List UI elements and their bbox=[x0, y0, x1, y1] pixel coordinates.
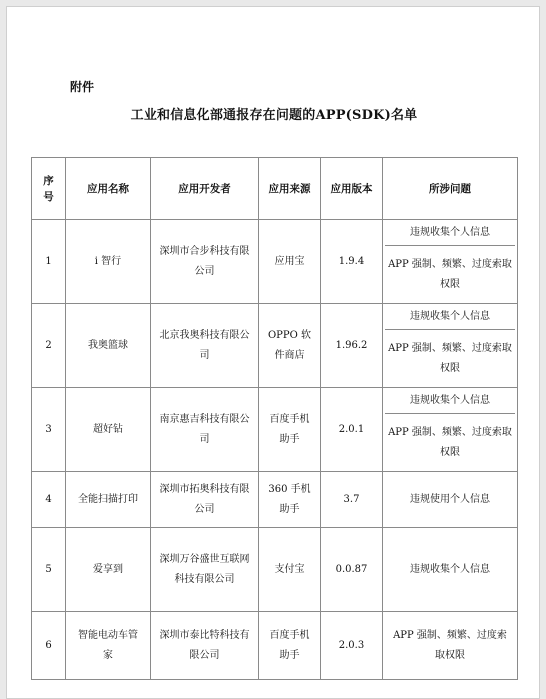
row-app-name: 我奥篮球 bbox=[66, 304, 151, 388]
row-developer: 深圳万谷盛世互联网科技有限公司 bbox=[151, 528, 259, 612]
row-issues bbox=[383, 304, 518, 388]
row-app-name: 超好钻 bbox=[66, 388, 151, 472]
row-version: 3.7 bbox=[321, 472, 383, 528]
row-source: 应用宝 bbox=[259, 220, 321, 304]
column-header-source: 应用来源 bbox=[259, 158, 321, 220]
column-header-developer: 应用开发者 bbox=[151, 158, 259, 220]
row-issues bbox=[383, 220, 518, 304]
row-version: 0.0.87 bbox=[321, 528, 383, 612]
issue-item: APP 强制、频繁、过度索取权限 bbox=[388, 342, 512, 374]
row-app-name: 全能扫描打印 bbox=[66, 472, 151, 528]
row-source: 支付宝 bbox=[259, 528, 321, 612]
document-page bbox=[6, 6, 540, 699]
row-developer: 深圳市拓奥科技有限公司 bbox=[151, 472, 259, 528]
attachment-label: 附件 bbox=[70, 80, 95, 94]
row-no: 5 bbox=[32, 528, 66, 612]
row-app-name: 智能电动车管家 bbox=[66, 612, 151, 680]
issue-item: 违规收集个人信息 bbox=[385, 220, 515, 246]
table-row bbox=[32, 388, 518, 472]
row-version: 2.0.3 bbox=[321, 612, 383, 680]
table-row bbox=[32, 472, 518, 528]
app-list-table bbox=[31, 157, 518, 680]
row-developer: 深圳市泰比特科技有限公司 bbox=[151, 612, 259, 680]
row-developer: 北京我奥科技有限公司 bbox=[151, 304, 259, 388]
row-developer: 深圳市合步科技有限公司 bbox=[151, 220, 259, 304]
row-source: 百度手机助手 bbox=[259, 388, 321, 472]
row-issue-single: APP 强制、频繁、过度索取权限 bbox=[383, 612, 518, 680]
row-version: 1.96.2 bbox=[321, 304, 383, 388]
table-header-row bbox=[32, 158, 518, 220]
table-row bbox=[32, 304, 518, 388]
table-row bbox=[32, 220, 518, 304]
issue-item: 违规收集个人信息 bbox=[385, 388, 515, 414]
row-app-name: i 智行 bbox=[66, 220, 151, 304]
row-developer: 南京惠吉科技有限公司 bbox=[151, 388, 259, 472]
column-header-no: 序号 bbox=[32, 158, 66, 220]
row-issue-single: 违规使用个人信息 bbox=[383, 472, 518, 528]
row-issues bbox=[383, 388, 518, 472]
row-no: 6 bbox=[32, 612, 66, 680]
table-row bbox=[32, 528, 518, 612]
issue-item: APP 强制、频繁、过度索取权限 bbox=[388, 258, 512, 290]
row-version: 1.9.4 bbox=[321, 220, 383, 304]
issue-item: 违规收集个人信息 bbox=[385, 304, 515, 330]
row-no: 1 bbox=[32, 220, 66, 304]
column-header-version: 应用版本 bbox=[321, 158, 383, 220]
row-no: 3 bbox=[32, 388, 66, 472]
table-row bbox=[32, 612, 518, 680]
issue-item: APP 强制、频繁、过度索取权限 bbox=[388, 426, 512, 458]
row-no: 4 bbox=[32, 472, 66, 528]
row-source: 360 手机助手 bbox=[259, 472, 321, 528]
row-app-name: 爱享到 bbox=[66, 528, 151, 612]
document-title: 工业和信息化部通报存在问题的APP(SDK)名单 bbox=[130, 108, 418, 123]
row-source: 百度手机助手 bbox=[259, 612, 321, 680]
column-header-name: 应用名称 bbox=[66, 158, 151, 220]
row-source: OPPO 软件商店 bbox=[259, 304, 321, 388]
row-version: 2.0.1 bbox=[321, 388, 383, 472]
row-no: 2 bbox=[32, 304, 66, 388]
row-issue-single: 违规收集个人信息 bbox=[383, 528, 518, 612]
column-header-issues: 所涉问题 bbox=[383, 158, 518, 220]
